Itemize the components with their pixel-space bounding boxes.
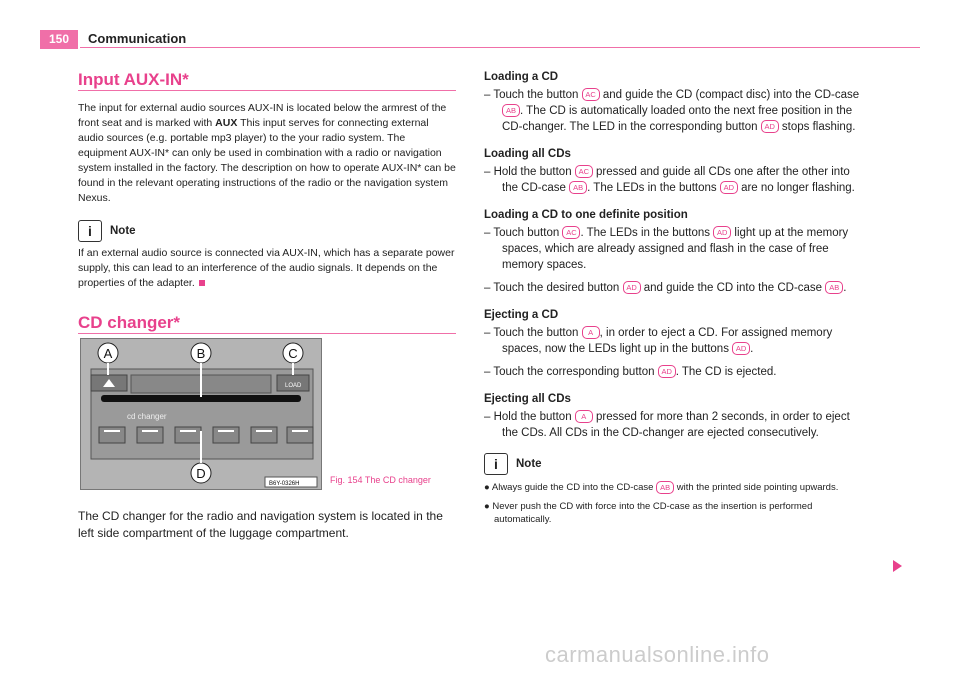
note-icon: i [78,220,102,242]
cd-rule [78,333,456,334]
right-column [484,70,864,526]
note-header [78,220,456,242]
page-number: 150 [40,30,78,49]
section-title: Communication [88,31,187,46]
bullet-icon: ● [484,482,490,494]
note-body: If an external audio source is connected via AUX-IN, which has a separate power supply, this can lead to an interference of the audio signals. It depends on the properties of the adapter. [78,247,455,289]
cd-title: CD changer* [78,313,181,332]
cd-body: The CD changer for the radio and navigation system is located in the left side compartment of the luggage compartment. [78,509,443,540]
step-position-2: – Touch the desired button AD and guide the CD into the CD-case AB . [484,282,847,294]
heading-loading-all: Loading all CDs [484,148,571,160]
figure-caption: Fig. 154 The CD changer [330,475,431,485]
aux-title: Input AUX-IN* [78,70,189,89]
note-bullet-1: ● Always guide the CD into the CD-case AB with the printed side pointing upwards. [484,482,839,494]
header-rule [80,47,920,48]
left-column [78,72,456,334]
aux-body: The input for external audio sources AUX-IN is located below the armrest of the front seat and is marked with AUX This input serves for connecting external audio sources (e.g. portable mp3 player) to the your radio system. The equipment AUX-IN* can only be used in combination with a radio or navigation system installed in the factory. The description on how to operate AUX-IN* can be found in the relevant operating instructions of the radio or the navigation system Nexus. [78,102,456,204]
step-load: – Touch the button AC and guide the CD (compact disc) into the CD-case AB . The CD is automatically loaded onto the next free position in the CD-changer. The LED in the corresponding button AD stops flashing. [484,89,860,133]
note-header-right [484,453,864,475]
step-eject-all: – Hold the button A pressed for more than 2 seconds, in order to eject the CDs. All CDs in the CD-changer are ejected consecutively. [484,411,850,439]
next-page-arrow-icon[interactable] [893,560,902,572]
svg-text:C: C [288,346,298,361]
note-bullet-2: ● Never push the CD with force into the CD-case as the insertion is performed automatically. [484,501,813,526]
svg-text:LOAD: LOAD [285,383,302,389]
heading-loading: Loading a CD [484,71,559,83]
svg-text:B6Y-0326H: B6Y-0326H [269,481,300,487]
svg-text:B: B [196,346,206,361]
step-eject-2: – Touch the corresponding button AD . The CD is ejected. [484,366,777,378]
aux-symbol: AUX [215,117,238,129]
svg-text:D: D [196,466,206,481]
note-label: Note [516,457,542,470]
cd-changer-figure [80,338,322,490]
step-eject-1: – Touch the button A , in order to eject a CD. For assigned memory spaces, now the LEDs light up in the buttons AD . [484,327,833,355]
note-label: Note [110,224,136,237]
note-icon: i [484,453,508,475]
heading-eject: Ejecting a CD [484,309,559,321]
step-load-all: – Hold the button AC pressed and guide all CDs one after the other into the CD-case AB . The LEDs in the buttons AD are no longer flashing. [484,166,855,194]
watermark: carmanualsonline.info [545,642,770,667]
step-position-1: – Touch button AC . The LEDs in the buttons AD light up at the memory spaces, which are already assigned and flash in the case of free memory spaces. [484,227,849,271]
end-marker-icon [199,280,205,286]
heading-eject-all: Ejecting all CDs [484,393,571,405]
svg-text:A: A [103,346,113,361]
bullet-icon: ● [484,501,490,513]
heading-loading-position: Loading a CD to one definite position [484,209,688,221]
aux-rule [78,90,456,91]
svg-text:cd changer: cd changer [127,412,167,421]
